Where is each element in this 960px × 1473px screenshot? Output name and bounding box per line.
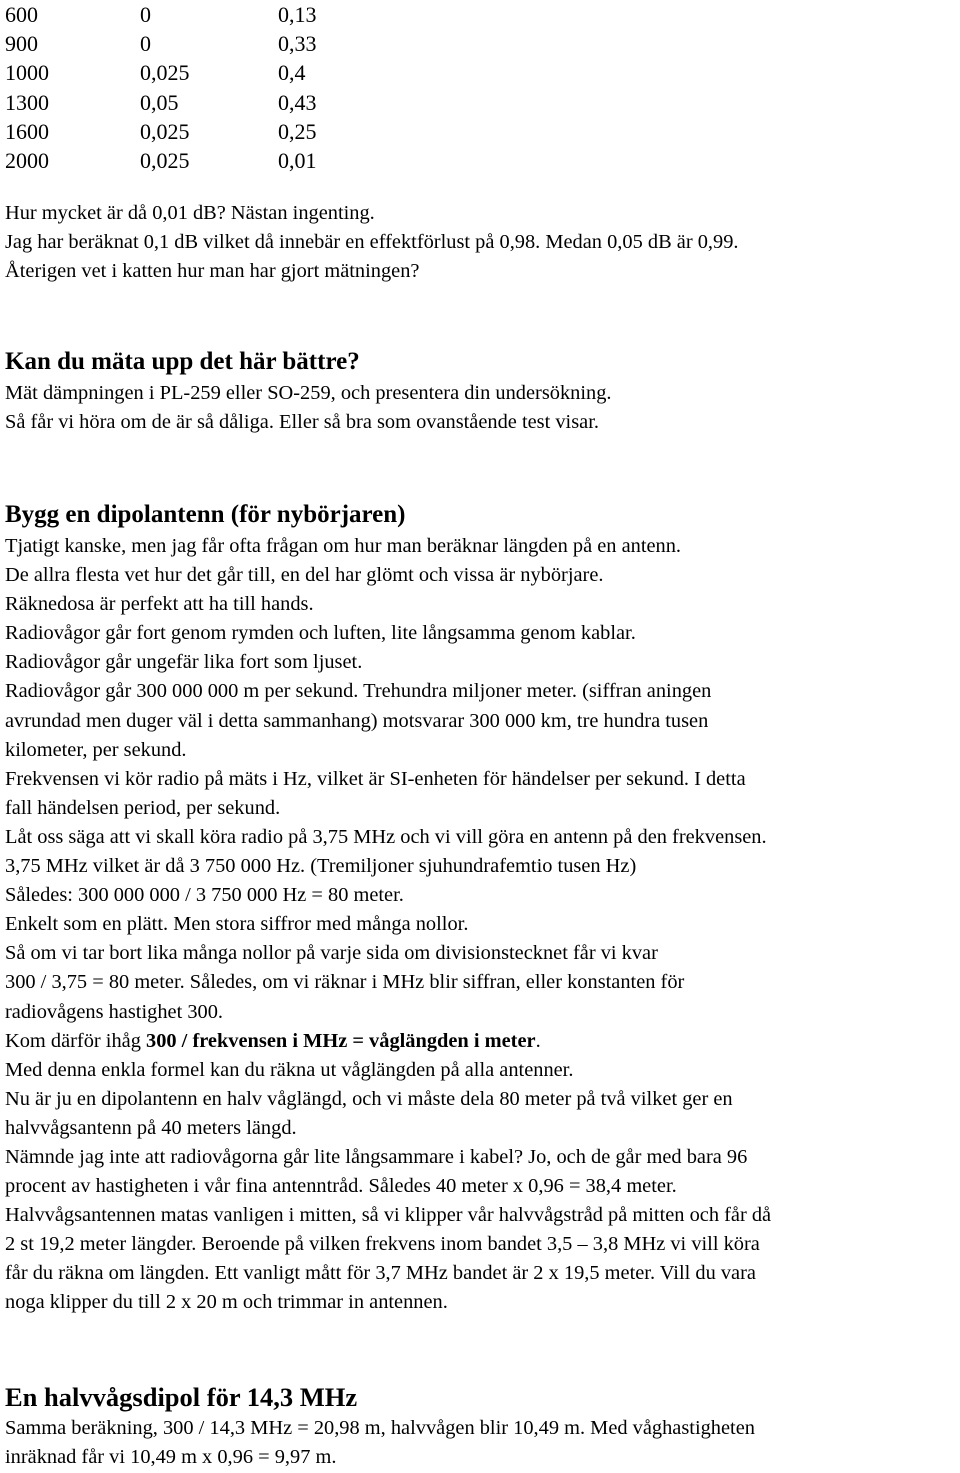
table-cell: 0,33 xyxy=(278,31,317,57)
table-cell: 1300 xyxy=(5,89,49,115)
section-heading-measure: Kan du mäta upp det här bättre? xyxy=(5,348,360,375)
table-cell: 0,01 xyxy=(278,148,317,174)
text-line: fall händelsen period, per sekund. xyxy=(5,796,281,819)
text-line: Återigen vet i katten hur man har gjort mätningen? xyxy=(5,260,420,283)
text-line: Radiovågor går ungefär lika fort som ljuset. xyxy=(5,651,363,674)
text-line: 2 st 19,2 meter längder. Beroende på vilken frekvens inom bandet 3,5 – 3,8 MHz vi vill köra xyxy=(5,1233,760,1256)
text-line: Räknedosa är perfekt att ha till hands. xyxy=(5,593,314,616)
text-line: Samma beräkning, 300 / 14,3 MHz = 20,98 m, halvvågen blir 10,49 m. Med våghastigheten xyxy=(5,1417,755,1439)
text-line: Således: 300 000 000 / 3 750 000 Hz = 80 meter. xyxy=(5,884,404,907)
text-line: avrundad men duger väl i detta sammanhang) motsvarar 300 000 km, tre hundra tusen xyxy=(5,709,709,732)
table-row xyxy=(5,88,317,117)
table-cell: 0,4 xyxy=(278,60,306,86)
table-cell: 0 xyxy=(140,31,151,57)
text-line: noga klipper du till 2 x 20 m och trimmar in antennen. xyxy=(5,1291,448,1314)
text-line: Enkelt som en plätt. Men stora siffror med många nollor. xyxy=(5,913,469,936)
table-row xyxy=(5,146,317,175)
text-line: halvvågsantenn på 40 meters längd. xyxy=(5,1116,297,1139)
text-line: kilometer, per sekund. xyxy=(5,738,187,761)
text-line: Jag har beräknat 0,1 dB vilket då innebär en effektförlust på 0,98. Medan 0,05 dB är 0,99. xyxy=(5,231,739,254)
dipole-paragraph xyxy=(5,532,955,1318)
table-cell: 600 xyxy=(5,2,38,27)
table-cell: 0,025 xyxy=(140,60,190,86)
text-line: Hur mycket är då 0,01 dB? Nästan ingenting. xyxy=(5,202,375,224)
formula-prefix: Kom därför ihåg xyxy=(5,1029,146,1052)
text-line: Nämnde jag inte att radiovågorna går lite långsammare i kabel? Jo, och de går med bara 96 xyxy=(5,1145,748,1168)
table-row xyxy=(5,58,317,87)
table-cell: 2000 xyxy=(5,148,49,174)
measure-paragraph xyxy=(5,379,955,437)
formula-bold: 300 / frekvensen i MHz = våglängden i meter xyxy=(146,1029,536,1052)
table-row xyxy=(5,0,317,29)
table-cell: 0,13 xyxy=(278,2,317,27)
text-line: Frekvensen vi kör radio på mäts i Hz, vilket är SI-enheten för händelser per sekund. I detta xyxy=(5,767,746,790)
text-line: Låt oss säga att vi skall köra radio på 3,75 MHz och vi vill göra en antenn på den frekvensen. xyxy=(5,825,767,848)
text-line: Så får vi höra om de är så dåliga. Eller så bra som ovanstående test visar. xyxy=(5,411,599,434)
text-line: inräknad får vi 10,49 m x 0,96 = 9,97 m. xyxy=(5,1446,337,1469)
table-cell: 0,05 xyxy=(140,89,179,115)
table-cell: 0,43 xyxy=(278,89,317,115)
text-line: De allra flesta vet hur det går till, en del har glömt och vissa är nybörjare. xyxy=(5,564,604,587)
text-line: får du räkna om längden. Ett vanligt mått för 3,7 MHz bandet är 2 x 19,5 meter. Vill du vara xyxy=(5,1262,756,1285)
table-row xyxy=(5,29,317,58)
table-cell: 0,025 xyxy=(140,118,190,144)
table-cell: 900 xyxy=(5,31,38,57)
text-line: Radiovågor går 300 000 000 m per sekund. Trehundra miljoner meter. (siffran aningen xyxy=(5,680,712,703)
text-line: Så om vi tar bort lika många nollor på varje sida om divisionstecknet får vi kvar xyxy=(5,942,658,965)
text-line: radiovågens hastighet 300. xyxy=(5,1000,224,1023)
table-cell: 1000 xyxy=(5,60,49,86)
text-line: 300 / 3,75 = 80 meter. Således, om vi räknar i MHz blir siffran, eller konstanten för xyxy=(5,971,685,994)
text-line: Tjatigt kanske, men jag får ofta frågan om hur man beräknar längden på en antenn. xyxy=(5,535,682,557)
section-heading-dipole: Bygg en dipolantenn (för nybörjaren) xyxy=(5,501,406,528)
text-line: 3,75 MHz vilket är då 3 750 000 Hz. (Tremiljoner sjuhundrafemtio tusen Hz) xyxy=(5,855,637,878)
table-cell: 0 xyxy=(140,2,151,27)
text-line: Nu är ju en dipolantenn en halv våglängd, och vi måste dela 80 meter på två vilket ger en xyxy=(5,1087,733,1110)
text-line: Mät dämpningen i PL-259 eller SO-259, och presentera din undersökning. xyxy=(5,382,612,404)
table-cell: 0,25 xyxy=(278,118,317,144)
text-line: procent av hastigheten i vår fina antenntråd. Således 40 meter x 0,96 = 38,4 meter. xyxy=(5,1175,677,1198)
14mhz-paragraph xyxy=(5,1414,955,1472)
table-cell: 0,025 xyxy=(140,148,190,174)
measurement-table xyxy=(5,0,317,175)
formula-line xyxy=(5,1027,955,1056)
text-line: Med denna enkla formel kan du räkna ut våglängden på alla antenner. xyxy=(5,1058,574,1081)
text-line: Halvvågsantennen matas vanligen i mitten, så vi klipper vår halvvågstråd på mitten och får då xyxy=(5,1204,772,1227)
section-heading-14mhz: En halvvågsdipol för 14,3 MHz xyxy=(5,1382,358,1412)
table-row xyxy=(5,117,317,146)
table-cell: 1600 xyxy=(5,118,49,144)
formula-suffix: . xyxy=(535,1029,541,1052)
intro-paragraph xyxy=(5,199,955,286)
text-line: Radiovågor går fort genom rymden och luften, lite långsamma genom kablar. xyxy=(5,622,636,645)
